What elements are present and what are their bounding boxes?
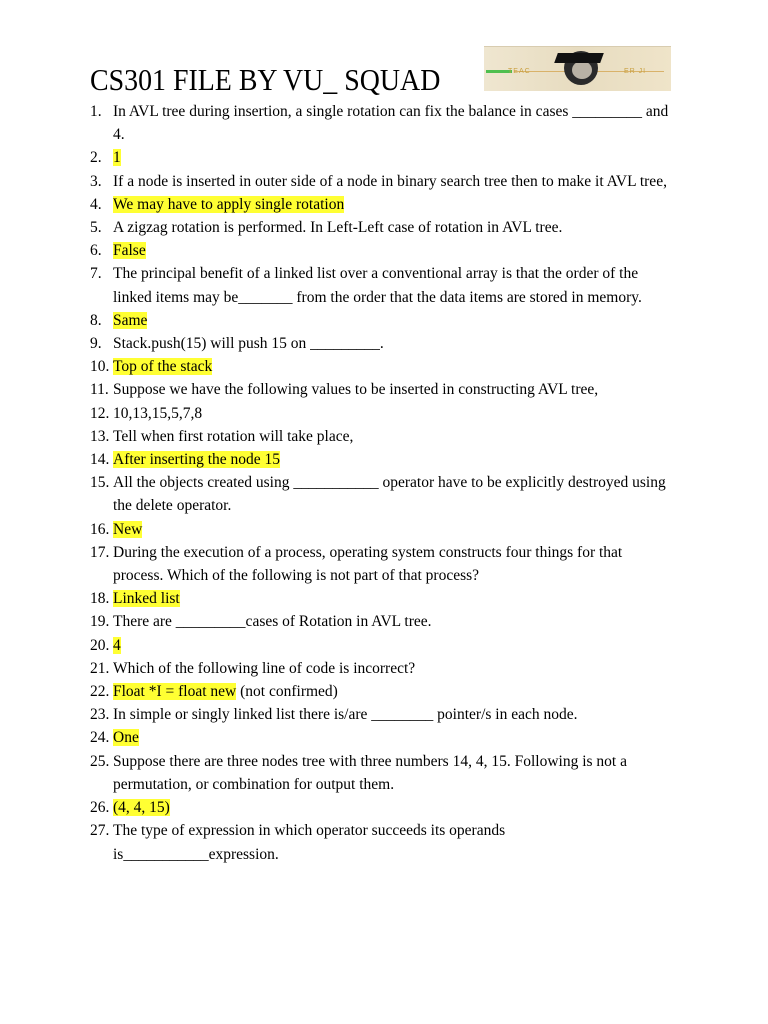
item-number: 12. (90, 404, 110, 422)
item-text: If a node is inserted in outer side of a node in binary search tree then to make it AVL tree, (113, 172, 667, 190)
list-item (0, 100, 673, 146)
item-number: 2. (90, 149, 102, 167)
item-number: 3. (90, 172, 102, 190)
item-number: 27. (90, 822, 110, 840)
list-item (0, 216, 673, 239)
highlighted-answer: Same (113, 311, 148, 329)
item-text: (not confirmed) (236, 683, 338, 701)
list-item (0, 587, 673, 610)
item-number: 5. (90, 219, 102, 237)
graduation-cap-icon (554, 53, 604, 63)
item-text: In AVL tree during insertion, a single rotation can fix the balance in cases _________ and 4. (113, 103, 669, 144)
item-text: The principal benefit of a linked list over a conventional array is that the order of the linked items may be_______ from the order that the data items are stored in memory. (113, 265, 642, 306)
list-item (0, 262, 673, 308)
item-text: The type of expression in which operator succeeds its operands is___________expression. (113, 822, 506, 863)
logo-face (572, 61, 592, 79)
highlighted-answer: Float *I = float new (113, 683, 237, 701)
question-answer-list (0, 100, 768, 866)
item-number: 19. (90, 613, 110, 631)
list-item (0, 680, 673, 703)
item-number: 23. (90, 706, 110, 724)
list-item (0, 471, 673, 517)
logo-text-left: TEAC (508, 68, 531, 75)
list-item (0, 750, 673, 796)
item-number: 26. (90, 799, 110, 817)
item-number: 7. (90, 265, 102, 283)
list-item (0, 193, 673, 216)
item-number: 14. (90, 451, 110, 469)
item-number: 10. (90, 358, 110, 376)
highlighted-answer: False (113, 242, 146, 260)
item-text: Which of the following line of code is incorrect? (113, 659, 416, 677)
logo-text-right: ER JI (624, 68, 647, 75)
item-number: 13. (90, 427, 110, 445)
item-number: 11. (90, 381, 109, 399)
item-number: 15. (90, 474, 110, 492)
highlighted-answer: After inserting the node 15 (113, 451, 281, 469)
list-item (0, 425, 673, 448)
item-number: 17. (90, 543, 110, 561)
list-item (0, 355, 673, 378)
list-item (0, 309, 673, 332)
item-number: 6. (90, 242, 102, 260)
highlighted-answer: Linked list (113, 590, 180, 608)
item-number: 16. (90, 520, 110, 538)
item-number: 24. (90, 729, 110, 747)
list-item (0, 170, 673, 193)
list-item (0, 657, 673, 680)
item-text: During the execution of a process, operating system constructs four things for that process. Which of the following is not part of that process? (113, 543, 623, 585)
item-number: 8. (90, 311, 102, 329)
list-item (0, 518, 673, 541)
item-number: 21. (90, 659, 110, 677)
item-text: There are _________cases of Rotation in AVL tree. (113, 613, 432, 631)
list-item (0, 402, 673, 425)
item-number: 22. (90, 683, 110, 701)
highlighted-answer: (4, 4, 15) (113, 799, 170, 817)
highlighted-answer: We may have to apply single rotation (113, 195, 345, 213)
document-title: CS301 FILE BY VU_ SQUAD (90, 62, 441, 97)
item-text: In simple or singly linked list there is/are ________ pointer/s in each node. (113, 706, 578, 724)
item-number: 25. (90, 752, 110, 770)
highlighted-answer: 4 (113, 636, 121, 654)
item-text: Suppose there are three nodes tree with three numbers 14, 4, 15. Following is not a permutation, or combination for output them. (113, 752, 627, 793)
highlighted-answer: New (113, 520, 143, 538)
list-item (0, 634, 673, 657)
item-number: 18. (90, 590, 110, 608)
list-item (0, 703, 673, 726)
item-text: Suppose we have the following values to be inserted in constructing AVL tree, (113, 381, 599, 399)
item-text: All the objects created using ___________ operator have to be explicitly destroyed using the delete operator. (113, 474, 666, 515)
item-text: A zigzag rotation is performed. In Left-Left case of rotation in AVL tree. (113, 219, 563, 237)
item-number: 1. (90, 103, 102, 120)
list-item (0, 796, 673, 819)
highlighted-answer: Top of the stack (113, 358, 213, 376)
list-item (0, 146, 673, 169)
item-text: Tell when first rotation will take place, (113, 427, 354, 445)
item-text: Stack.push(15) will push 15 on _________. (113, 335, 384, 353)
item-number: 4. (90, 195, 102, 213)
highlighted-answer: 1 (113, 149, 121, 167)
list-item (0, 239, 673, 262)
list-item (0, 541, 673, 587)
list-item (0, 819, 673, 865)
teacher-ji-logo (484, 46, 671, 91)
item-text: 10,13,15,5,7,8 (113, 404, 203, 422)
list-item (0, 378, 673, 401)
highlighted-answer: One (113, 729, 139, 747)
list-item (0, 448, 673, 471)
item-number: 9. (90, 335, 102, 353)
list-item (0, 726, 673, 749)
list-item (0, 610, 673, 633)
list-item (0, 332, 673, 355)
item-number: 20. (90, 636, 110, 654)
